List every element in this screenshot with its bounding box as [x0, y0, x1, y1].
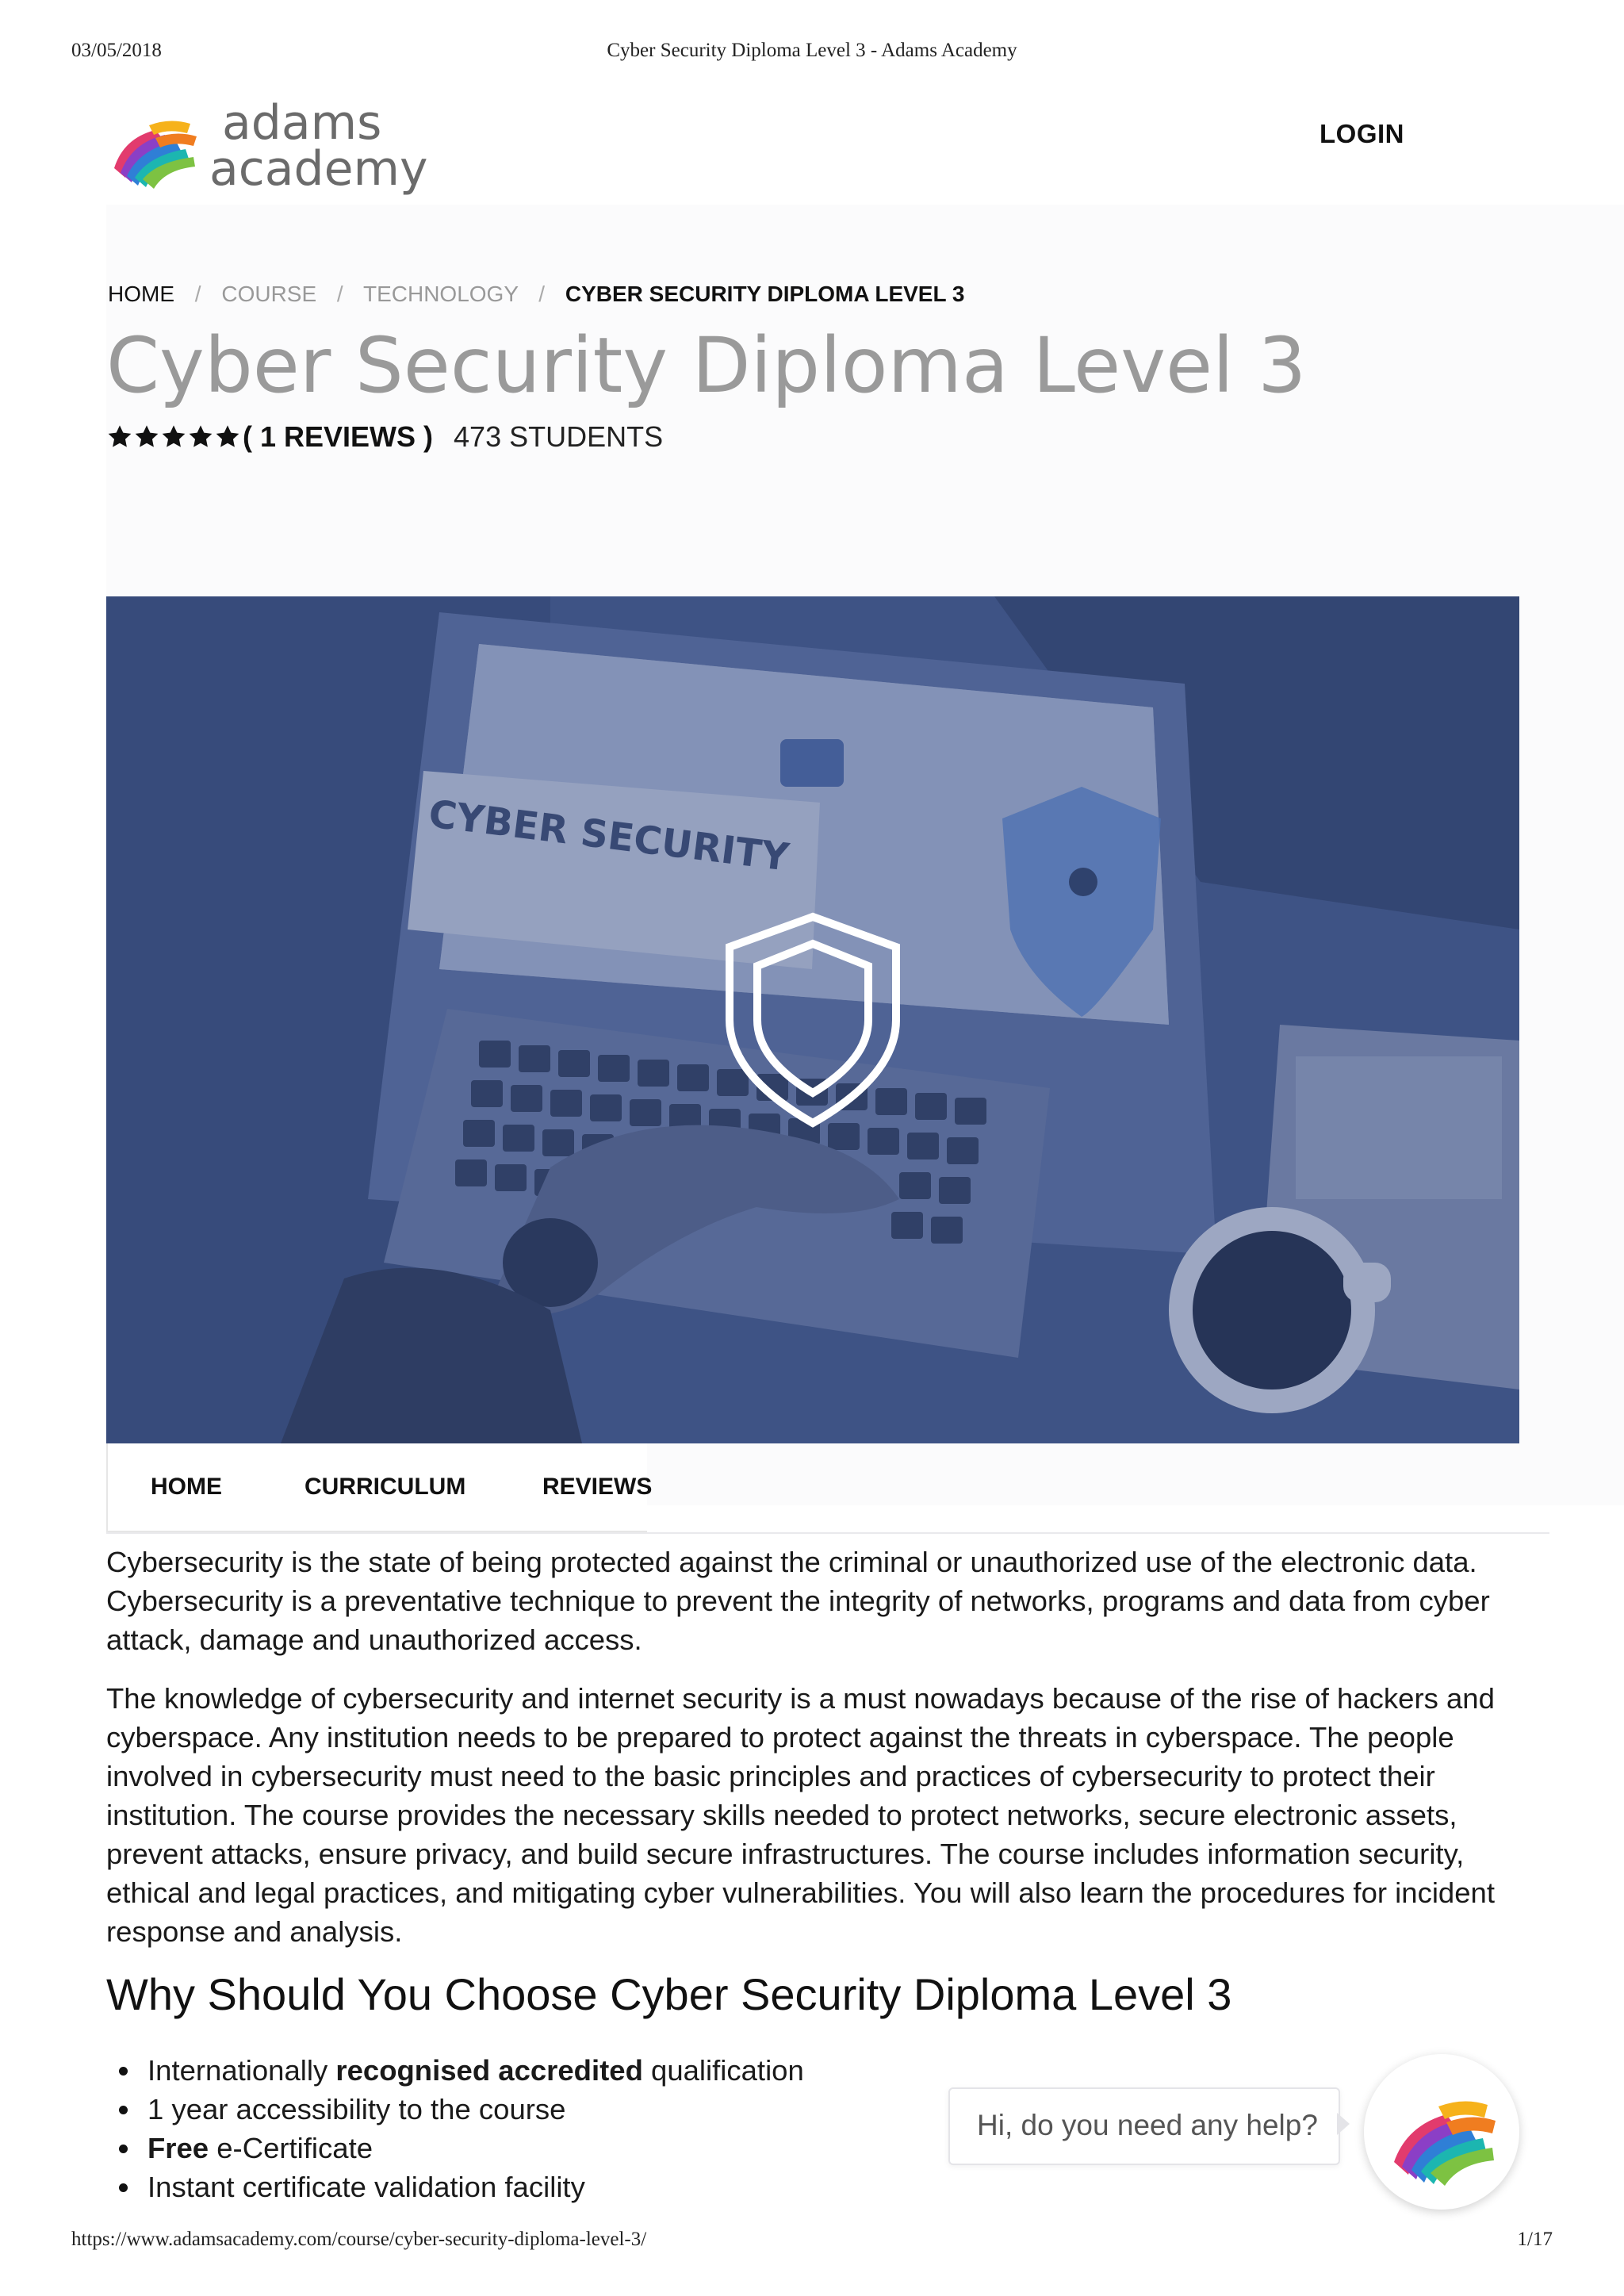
star-icon [133, 424, 160, 450]
chat-bubble-pointer [1337, 2113, 1350, 2135]
breadcrumb-separator: / [336, 282, 343, 306]
list-item: 1 year accessibility to the course [106, 2090, 804, 2129]
description-paragraph: The knowledge of cybersecurity and internet security is a must nowadays because of the rise of hackers and cyberspace. Any institution needs to be prepared to protect against the threats in cyberspace. The people involved in cybersecurity must need to the basic principles and practices of cybersecurity to protect their institution. The course provides the necessary skills needed to protect networks, secure electronic assets, prevent attacks, ensure privacy, and build secure infrastructures. The course includes information security, ethical and legal practices, and mitigating cyber vulnerabilities. You will also learn the procedures for incident response and analysis. [106, 1682, 1495, 1948]
page-title: Cyber Security Diploma Level 3 [106, 321, 1307, 410]
ribbon-logo-icon [108, 106, 203, 194]
students-count: 473 STUDENTS [454, 420, 664, 453]
logo-word-adams: adams [222, 95, 382, 151]
login-link[interactable]: LOGIN [1320, 119, 1404, 148]
why-choose-heading: Why Should You Choose Cyber Security Diploma Level 3 [106, 1969, 1232, 2019]
star-icon [160, 424, 187, 450]
logo-word-academy: academy [209, 141, 428, 197]
breadcrumb-course[interactable]: COURSE [221, 282, 317, 306]
course-meta [106, 420, 663, 454]
print-page-number: 1/17 [1517, 2229, 1553, 2250]
features-list [106, 2051, 804, 2206]
rating-stars [106, 424, 241, 450]
course-hero-image [106, 596, 1519, 1443]
hero-illustration [106, 596, 1519, 1443]
breadcrumb-separator: / [194, 282, 201, 306]
list-item: Internationally recognised accredited qualification [106, 2051, 804, 2090]
list-item: Instant certificate validation facility [106, 2168, 804, 2206]
list-item: Free e-Certificate [106, 2129, 804, 2168]
description-paragraph: Cybersecurity is the state of being protected against the criminal or unauthorized use of the electronic data. Cybersecurity is a preventative technique to prevent the integrity of networks, programs and data from cyber attack, damage and unauthorized access. [106, 1546, 1490, 1656]
chat-greeting-text: Hi, do you need any help? [977, 2109, 1318, 2141]
star-icon [187, 424, 214, 450]
tab-reviews[interactable]: REVIEWS [542, 1474, 653, 1500]
course-tabs [106, 1443, 1549, 1534]
tab-curriculum[interactable]: CURRICULUM [304, 1474, 466, 1500]
breadcrumb-separator: / [538, 282, 546, 306]
chat-launcher-button[interactable] [1364, 2054, 1519, 2210]
chat-greeting-bubble[interactable] [948, 2087, 1340, 2165]
breadcrumb-technology[interactable]: TECHNOLOGY [362, 282, 519, 306]
breadcrumb-current: CYBER SECURITY DIPLOMA LEVEL 3 [565, 282, 965, 306]
chat-logo-icon [1364, 2054, 1519, 2210]
print-header [0, 40, 1624, 67]
tab-home[interactable]: HOME [151, 1474, 222, 1500]
breadcrumb-home[interactable]: HOME [108, 282, 174, 306]
hero-image-caption: CYBER SECURITY [426, 792, 791, 880]
breadcrumb [108, 282, 964, 307]
reviews-count[interactable]: ( 1 REVIEWS ) [243, 420, 434, 453]
print-title: Cyber Security Diploma Level 3 - Adams Academy [607, 40, 1017, 61]
print-date: 03/05/2018 [71, 40, 162, 61]
tab-bar [106, 1443, 653, 1532]
print-url: https://www.adamsacademy.com/course/cyber-security-diploma-level-3/ [71, 2229, 647, 2250]
star-icon [214, 424, 241, 450]
print-footer [0, 2229, 1624, 2256]
star-icon [106, 424, 133, 450]
site-logo[interactable] [108, 95, 441, 197]
